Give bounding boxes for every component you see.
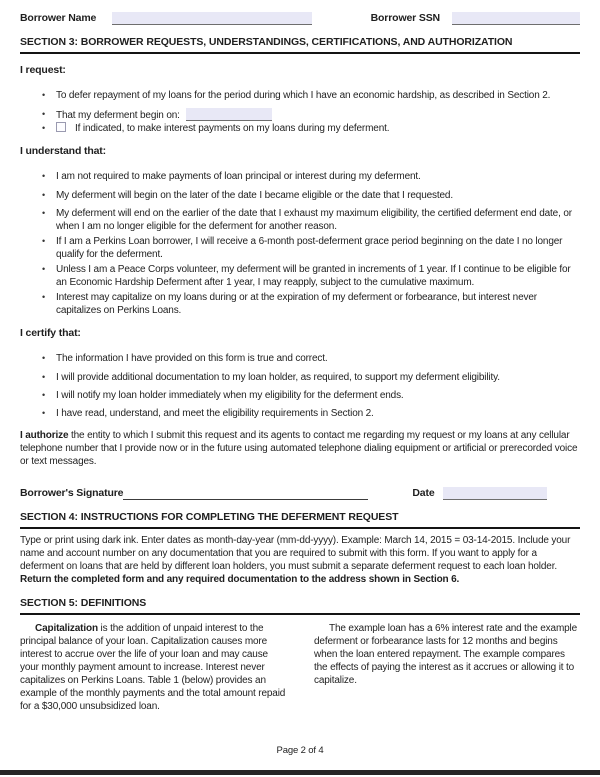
bullet-text: I have read, understand, and meet the eligibility requirements in Section 2.	[56, 408, 374, 419]
certify-heading: I certify that:	[20, 327, 81, 339]
bullet-icon: •	[42, 372, 46, 382]
bullet-text: If I am a Perkins Loan borrower, I will receive a 6-month post-deferment grace period beginning on the date I no longer qualify for the deferment.	[56, 236, 563, 260]
authorize-body-text: the entity to which I submit this request and its agents to contact me regarding my request or my loans at any cellular telephone number that I provide now or in the future using automated telephone dialing equipment or artificial or prerecorded voice or text messages.	[20, 430, 578, 467]
capitalization-body-text: is the addition of unpaid interest to the principal balance of your loan. Capitalization causes more interest to accrue over the life of your loan and may cause your monthly payment amount to increase. Interest never capitalizes on Perkins Loans. Table 1 (below) provides an example of the monthly payments and the total amount repaid for a $30,000 unsubsidized loan.	[20, 623, 286, 712]
instructions-bold-text: Return the completed form and any required documentation to the address shown in Section 6.	[20, 574, 460, 585]
signature-row	[20, 487, 580, 500]
bottom-bar	[0, 770, 600, 775]
borrower-ssn-input[interactable]	[452, 12, 580, 25]
instructions-body-text: Type or print using dark ink. Enter dates as month-day-year (mm-dd-yyyy). Example: March 14, 2015 = 03-14-2015. Include your name and account number on any documentation that you are required to submit with this form. If you want to apply for a deferment on loans that are held by different loan holders, you must submit a separate deferment request to each loan holder.	[20, 535, 571, 572]
bullet-text: My deferment will end on the earlier of the date that I exhaust my maximum eligibility, the certified deferment end date, or when I am no longer eligible for the deferment for another reason.	[56, 208, 572, 232]
borrower-ssn-label: Borrower SSN	[370, 12, 440, 24]
bullet-text	[56, 122, 578, 135]
bullet-text: The information I have provided on this form is true and correct.	[56, 353, 328, 364]
borrower-name-label: Borrower Name	[20, 12, 97, 24]
bullet-icon: •	[42, 264, 46, 274]
date-input[interactable]	[443, 487, 547, 500]
list-item	[42, 207, 580, 233]
bullet-icon: •	[42, 292, 46, 302]
borrower-name-input[interactable]	[112, 12, 312, 25]
list-item	[42, 170, 580, 183]
interest-payment-checkbox[interactable]	[56, 122, 66, 132]
list-item	[42, 352, 580, 365]
bullet-icon: •	[42, 90, 46, 100]
list-item	[42, 371, 580, 384]
example-loan-text: The example loan has a 6% interest rate and the example deferment or forbearance lasts for 12 months and begins when the loan entered repayment. The example compares the effects of paying the interest as it accrues or allowing it to capitalize.	[314, 623, 578, 686]
bullet-text: To defer repayment of my loans for the period during which I have an economic hardship, as described in Section 2.	[56, 90, 551, 101]
deferment-begin-date-input[interactable]	[186, 108, 272, 121]
definitions-left-column	[20, 622, 286, 713]
capitalization-term: Capitalization	[35, 623, 98, 634]
list-item	[42, 235, 580, 261]
list-item	[42, 263, 580, 289]
signature-line[interactable]	[123, 487, 368, 500]
bullet-text: My deferment will begin on the later of the date I became eligible or the date that I requested.	[56, 190, 453, 201]
bullet-icon: •	[42, 123, 46, 133]
bullet-icon: •	[42, 236, 46, 246]
bullet-icon: •	[42, 190, 46, 200]
signature-label: Borrower's Signature	[20, 487, 124, 499]
bullet-text: I am not required to make payments of loan principal or interest during my deferment.	[56, 171, 421, 182]
instructions-paragraph	[20, 534, 580, 586]
understand-heading: I understand that:	[20, 145, 106, 157]
bullet-text: Interest may capitalize on my loans during or at the expiration of my deferment or forbearance, but interest never capitalizes on Perkins Loans.	[56, 292, 537, 316]
page-indicator: Page 2 of 4	[276, 745, 324, 756]
borrower-identity-row	[20, 12, 580, 25]
bullet-icon: •	[42, 171, 46, 181]
bullet-icon: •	[42, 390, 46, 400]
authorize-bold-text: I authorize	[20, 430, 69, 441]
list-item	[42, 291, 580, 317]
section5-header: SECTION 5: DEFINITIONS	[20, 596, 580, 615]
bullet-icon: •	[42, 353, 46, 363]
definitions-right-column	[314, 622, 580, 713]
list-item	[42, 389, 580, 402]
bullet-icon: •	[42, 208, 46, 218]
list-item	[42, 407, 580, 420]
bullet-icon: •	[42, 408, 46, 418]
capitalization-definition	[20, 622, 286, 713]
bullet-text: I will notify my loan holder immediately when my eligibility for the deferment ends.	[56, 390, 404, 401]
list-item	[42, 89, 580, 102]
bullet-icon: •	[42, 109, 46, 119]
interest-payment-label: If indicated, to make interest payments on my loans during my deferment.	[75, 123, 390, 134]
section3-header: SECTION 3: BORROWER REQUESTS, UNDERSTANDINGS, CERTIFICATIONS, AND AUTHORIZATION	[20, 35, 580, 54]
authorization-paragraph	[20, 429, 580, 468]
request-heading: I request:	[20, 64, 66, 76]
list-item	[42, 108, 580, 122]
list-item	[42, 189, 580, 202]
definitions-columns	[20, 622, 580, 713]
list-item	[42, 122, 580, 135]
bullet-text: I will provide additional documentation to my loan holder, as required, to support my deferment eligibility.	[56, 372, 500, 383]
deferment-begin-label: That my deferment begin on:	[56, 110, 180, 121]
section4-header: SECTION 4: INSTRUCTIONS FOR COMPLETING THE DEFERMENT REQUEST	[20, 510, 580, 529]
date-label: Date	[412, 487, 435, 499]
bullet-text	[56, 108, 578, 122]
bullet-text: Unless I am a Peace Corps volunteer, my deferment will be granted in increments of 1 year. If I continue to be eligible for an Economic Hardship Deferment after 1 year, I may reapply, subject to the cumulative maximum.	[56, 264, 571, 288]
